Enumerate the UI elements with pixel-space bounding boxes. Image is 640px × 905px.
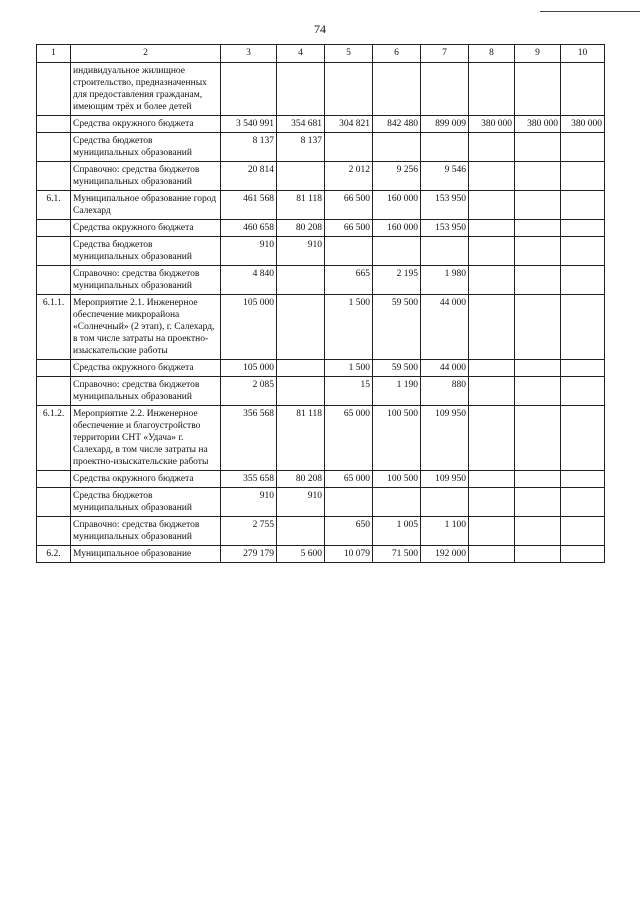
value-cell: 65 000 xyxy=(325,406,373,471)
value-cell xyxy=(277,377,325,406)
table-row xyxy=(37,471,605,488)
table-row xyxy=(37,295,605,360)
value-cell xyxy=(561,266,605,295)
value-cell: 153 950 xyxy=(421,191,469,220)
value-cell xyxy=(561,360,605,377)
value-cell: 81 118 xyxy=(277,191,325,220)
value-cell xyxy=(515,191,561,220)
value-cell: 15 xyxy=(325,377,373,406)
value-cell xyxy=(277,295,325,360)
value-cell xyxy=(469,191,515,220)
value-cell: 380 000 xyxy=(561,116,605,133)
row-label-cell: Справочно: средства бюджетов муниципальных образований xyxy=(71,266,221,295)
value-cell xyxy=(515,162,561,191)
row-label-cell: Муниципальное образование город Салехард xyxy=(71,191,221,220)
row-label-cell: Справочно: средства бюджетов муниципальных образований xyxy=(71,377,221,406)
value-cell: 105 000 xyxy=(221,295,277,360)
value-cell: 899 009 xyxy=(421,116,469,133)
row-number-cell xyxy=(37,360,71,377)
value-cell xyxy=(561,295,605,360)
row-label-cell: Средства бюджетов муниципальных образований xyxy=(71,488,221,517)
value-cell xyxy=(561,237,605,266)
row-label-cell: Средства окружного бюджета xyxy=(71,471,221,488)
column-header-7: 7 xyxy=(421,45,469,63)
value-cell xyxy=(421,237,469,266)
value-cell xyxy=(373,488,421,517)
value-cell: 80 208 xyxy=(277,471,325,488)
value-cell xyxy=(515,63,561,116)
table-row xyxy=(37,266,605,295)
row-label-cell: Справочно: средства бюджетов муниципальных образований xyxy=(71,517,221,546)
value-cell xyxy=(221,63,277,116)
column-header-9: 9 xyxy=(515,45,561,63)
top-rule xyxy=(540,11,640,12)
value-cell: 10 079 xyxy=(325,546,373,563)
row-label-cell: Муниципальное образование xyxy=(71,546,221,563)
value-cell xyxy=(515,237,561,266)
column-header-4: 4 xyxy=(277,45,325,63)
value-cell: 153 950 xyxy=(421,220,469,237)
row-label-cell: Средства бюджетов муниципальных образований xyxy=(71,237,221,266)
column-header-5: 5 xyxy=(325,45,373,63)
table-row xyxy=(37,377,605,406)
value-cell: 910 xyxy=(221,488,277,517)
row-number-cell xyxy=(37,471,71,488)
value-cell xyxy=(561,377,605,406)
row-label-cell: Справочно: средства бюджетов муниципальных образований xyxy=(71,162,221,191)
row-label-cell: Средства окружного бюджета xyxy=(71,360,221,377)
value-cell: 9 256 xyxy=(373,162,421,191)
row-number-cell xyxy=(37,162,71,191)
row-number-cell: 6.2. xyxy=(37,546,71,563)
value-cell: 65 000 xyxy=(325,471,373,488)
value-cell: 461 568 xyxy=(221,191,277,220)
value-cell: 2 085 xyxy=(221,377,277,406)
value-cell: 355 658 xyxy=(221,471,277,488)
value-cell: 2 012 xyxy=(325,162,373,191)
value-cell xyxy=(515,295,561,360)
value-cell: 160 000 xyxy=(373,191,421,220)
value-cell: 100 500 xyxy=(373,406,421,471)
value-cell xyxy=(469,406,515,471)
value-cell xyxy=(421,488,469,517)
value-cell xyxy=(469,360,515,377)
value-cell xyxy=(469,237,515,266)
value-cell xyxy=(469,471,515,488)
value-cell: 880 xyxy=(421,377,469,406)
value-cell xyxy=(469,517,515,546)
value-cell xyxy=(561,488,605,517)
value-cell xyxy=(277,63,325,116)
value-cell xyxy=(469,488,515,517)
value-cell: 279 179 xyxy=(221,546,277,563)
value-cell xyxy=(469,377,515,406)
column-header-2: 2 xyxy=(71,45,221,63)
row-label-cell: Мероприятие 2.1. Инженерное обеспечение микрорайона «Солнечный» (2 этап), г. Салехард, в том числе затраты на проектно-изыскательские работы xyxy=(71,295,221,360)
value-cell xyxy=(469,133,515,162)
value-cell xyxy=(277,162,325,191)
table-row xyxy=(37,162,605,191)
value-cell: 1 980 xyxy=(421,266,469,295)
row-number-cell xyxy=(37,220,71,237)
value-cell: 59 500 xyxy=(373,360,421,377)
row-number-cell xyxy=(37,266,71,295)
value-cell xyxy=(515,517,561,546)
value-cell xyxy=(515,266,561,295)
value-cell xyxy=(373,63,421,116)
value-cell xyxy=(325,237,373,266)
value-cell: 460 658 xyxy=(221,220,277,237)
column-header-6: 6 xyxy=(373,45,421,63)
page-number: 74 xyxy=(314,22,326,36)
row-number-cell xyxy=(37,377,71,406)
value-cell: 1 500 xyxy=(325,295,373,360)
value-cell: 9 546 xyxy=(421,162,469,191)
row-label-cell: Средства бюджетов муниципальных образований xyxy=(71,133,221,162)
row-number-cell xyxy=(37,116,71,133)
value-cell: 20 814 xyxy=(221,162,277,191)
table-row xyxy=(37,546,605,563)
value-cell xyxy=(515,488,561,517)
value-cell: 100 500 xyxy=(373,471,421,488)
row-label-cell: Средства окружного бюджета xyxy=(71,220,221,237)
value-cell: 665 xyxy=(325,266,373,295)
value-cell xyxy=(561,191,605,220)
value-cell xyxy=(561,406,605,471)
value-cell: 910 xyxy=(277,237,325,266)
value-cell xyxy=(277,517,325,546)
value-cell: 650 xyxy=(325,517,373,546)
value-cell: 192 000 xyxy=(421,546,469,563)
value-cell: 1 005 xyxy=(373,517,421,546)
value-cell xyxy=(421,133,469,162)
value-cell xyxy=(515,360,561,377)
table-row xyxy=(37,360,605,377)
row-number-cell: 6.1. xyxy=(37,191,71,220)
table-row xyxy=(37,116,605,133)
budget-table xyxy=(36,44,605,563)
table-row xyxy=(37,406,605,471)
value-cell xyxy=(561,220,605,237)
value-cell: 4 840 xyxy=(221,266,277,295)
value-cell: 380 000 xyxy=(469,116,515,133)
value-cell xyxy=(561,63,605,116)
value-cell: 71 500 xyxy=(373,546,421,563)
value-cell xyxy=(469,266,515,295)
row-label-cell: индивидуальное жилищное строительство, предназначенных для предоставления гражданам, имеющим трёх и более детей xyxy=(71,63,221,116)
row-number-cell xyxy=(37,488,71,517)
value-cell: 910 xyxy=(221,237,277,266)
row-number-cell xyxy=(37,63,71,116)
value-cell: 1 100 xyxy=(421,517,469,546)
value-cell: 354 681 xyxy=(277,116,325,133)
row-label-cell: Мероприятие 2.2. Инженерное обеспечение и благоустройство территории СНТ «Удача» г. Салехард, в том числе затраты на проектно-изыскательские работы xyxy=(71,406,221,471)
value-cell: 59 500 xyxy=(373,295,421,360)
value-cell xyxy=(277,266,325,295)
value-cell xyxy=(515,546,561,563)
table-row xyxy=(37,517,605,546)
value-cell: 44 000 xyxy=(421,360,469,377)
row-number-cell xyxy=(37,237,71,266)
value-cell xyxy=(515,377,561,406)
column-header-3: 3 xyxy=(221,45,277,63)
value-cell: 304 821 xyxy=(325,116,373,133)
value-cell xyxy=(469,295,515,360)
value-cell xyxy=(469,546,515,563)
row-number-cell xyxy=(37,517,71,546)
value-cell xyxy=(469,220,515,237)
value-cell xyxy=(421,63,469,116)
value-cell xyxy=(515,471,561,488)
value-cell xyxy=(515,220,561,237)
value-cell xyxy=(515,406,561,471)
value-cell: 380 000 xyxy=(515,116,561,133)
value-cell: 66 500 xyxy=(325,191,373,220)
value-cell xyxy=(561,471,605,488)
value-cell: 105 000 xyxy=(221,360,277,377)
value-cell: 2 755 xyxy=(221,517,277,546)
value-cell: 160 000 xyxy=(373,220,421,237)
table-row xyxy=(37,191,605,220)
value-cell xyxy=(325,133,373,162)
table-row xyxy=(37,133,605,162)
value-cell: 1 500 xyxy=(325,360,373,377)
value-cell: 356 568 xyxy=(221,406,277,471)
value-cell xyxy=(469,162,515,191)
value-cell xyxy=(561,517,605,546)
value-cell xyxy=(325,63,373,116)
value-cell: 44 000 xyxy=(421,295,469,360)
value-cell xyxy=(561,133,605,162)
column-header-10: 10 xyxy=(561,45,605,63)
value-cell xyxy=(561,162,605,191)
value-cell xyxy=(561,546,605,563)
column-header-1: 1 xyxy=(37,45,71,63)
table-row xyxy=(37,237,605,266)
value-cell: 2 195 xyxy=(373,266,421,295)
row-label-cell: Средства окружного бюджета xyxy=(71,116,221,133)
value-cell: 109 950 xyxy=(421,406,469,471)
value-cell xyxy=(469,63,515,116)
value-cell: 8 137 xyxy=(221,133,277,162)
header-row xyxy=(37,45,605,63)
value-cell xyxy=(373,133,421,162)
value-cell: 3 540 991 xyxy=(221,116,277,133)
table-row xyxy=(37,63,605,116)
value-cell: 80 208 xyxy=(277,220,325,237)
value-cell: 8 137 xyxy=(277,133,325,162)
table-row xyxy=(37,220,605,237)
value-cell xyxy=(373,237,421,266)
value-cell: 66 500 xyxy=(325,220,373,237)
row-number-cell: 6.1.1. xyxy=(37,295,71,360)
table-body xyxy=(37,63,605,563)
value-cell: 1 190 xyxy=(373,377,421,406)
row-number-cell: 6.1.2. xyxy=(37,406,71,471)
value-cell: 5 600 xyxy=(277,546,325,563)
value-cell: 109 950 xyxy=(421,471,469,488)
value-cell: 842 480 xyxy=(373,116,421,133)
value-cell xyxy=(325,488,373,517)
column-header-8: 8 xyxy=(469,45,515,63)
value-cell xyxy=(277,360,325,377)
row-number-cell xyxy=(37,133,71,162)
value-cell xyxy=(515,133,561,162)
value-cell: 81 118 xyxy=(277,406,325,471)
value-cell: 910 xyxy=(277,488,325,517)
table-row xyxy=(37,488,605,517)
